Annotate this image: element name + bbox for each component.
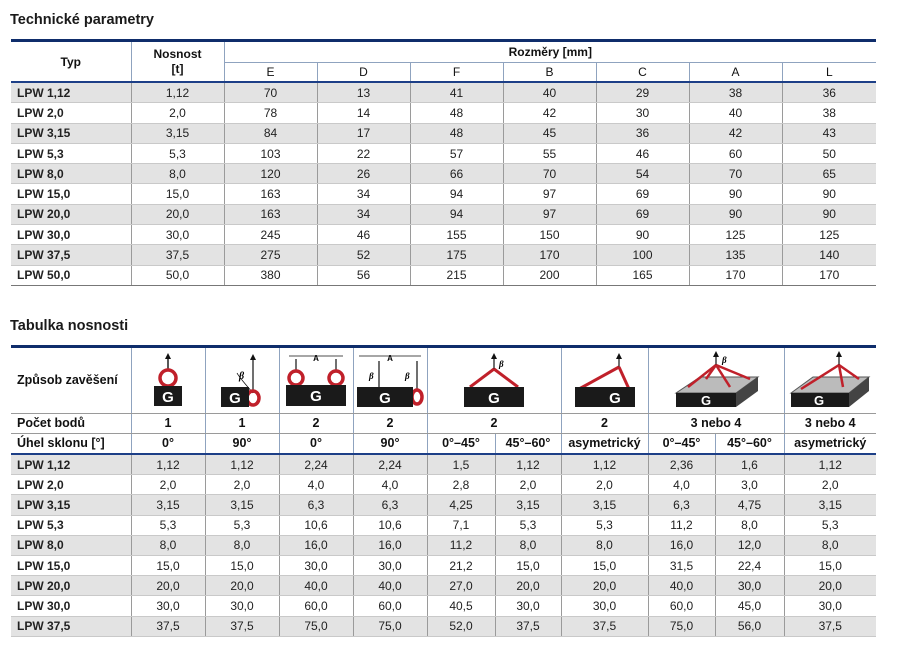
capacity-cell: 1,6 (715, 454, 784, 475)
capacity-cell: 3,0 (715, 475, 784, 495)
capacity-cell: 3,15 (495, 495, 561, 515)
capacity-cell: 5,3 (131, 515, 205, 535)
row-type-cell: LPW 1,12 (11, 82, 131, 103)
svg-text:G: G (814, 392, 825, 408)
capacity-cell: 1,12 (784, 454, 876, 475)
uhel-cell: asymetrický (561, 434, 648, 455)
value-cell: 43 (782, 123, 876, 143)
capacity-cell: 3,15 (784, 495, 876, 515)
value-cell: 100 (596, 245, 689, 265)
capacity-cell: 7,1 (427, 515, 495, 535)
table-row (11, 495, 876, 515)
technical-parameters-table (11, 39, 876, 286)
capacity-cell: 8,0 (715, 515, 784, 535)
row-type-cell: LPW 8,0 (11, 164, 131, 184)
value-cell: 40 (503, 82, 596, 103)
capacity-cell: 52,0 (427, 616, 495, 636)
capacity-cell: 20,0 (205, 576, 279, 596)
col-header-dim: D (317, 63, 410, 83)
value-cell: 215 (410, 265, 503, 285)
g-letter: G (162, 388, 174, 406)
capacity-cell: 2,0 (131, 475, 205, 495)
capacity-cell: 27,0 (427, 576, 495, 596)
value-cell: 155 (410, 225, 503, 245)
two-leg-sling-icon (427, 347, 561, 414)
capacity-cell: 3,15 (561, 495, 648, 515)
capacity-cell: 2,0 (495, 475, 561, 495)
value-cell: 245 (224, 225, 317, 245)
value-cell: 55 (503, 143, 596, 163)
capacity-cell: 8,0 (205, 535, 279, 555)
capacity-cell: 30,0 (205, 596, 279, 616)
value-cell: 170 (689, 265, 782, 285)
col-header-rozmery: Rozměry [mm] (224, 41, 876, 63)
value-cell: 90 (782, 184, 876, 204)
col-header-dim: E (224, 63, 317, 83)
capacity-cell: 37,5 (495, 616, 561, 636)
capacity-cell: 2,24 (279, 454, 353, 475)
capacity-cell: 15,0 (131, 555, 205, 575)
single-angled-lift-icon (205, 347, 279, 414)
uhel-cell: 45°–60° (715, 434, 784, 455)
row-type-cell: LPW 5,3 (11, 515, 131, 535)
capacity-cell: 20,0 (495, 576, 561, 596)
capacity-cell: 5,3 (784, 515, 876, 535)
capacity-cell: 5,3 (561, 515, 648, 535)
load-capacity-table (11, 345, 876, 637)
value-cell: 165 (596, 265, 689, 285)
capacity-cell: 16,0 (648, 535, 715, 555)
row-type-cell: LPW 37,5 (11, 245, 131, 265)
value-cell: 38 (782, 103, 876, 123)
capacity-cell: 75,0 (279, 616, 353, 636)
row-type-cell: LPW 20,0 (11, 204, 131, 224)
label-pocet: Počet bodů (11, 414, 131, 434)
value-cell: 13 (317, 82, 410, 103)
value-cell: 2,0 (131, 103, 224, 123)
value-cell: 90 (689, 184, 782, 204)
value-cell: 65 (782, 164, 876, 184)
capacity-cell: 2,0 (561, 475, 648, 495)
capacity-cell: 8,0 (784, 535, 876, 555)
capacity-cell: 30,0 (353, 555, 427, 575)
table-row (11, 143, 876, 163)
capacity-cell: 30,0 (131, 596, 205, 616)
value-cell: 163 (224, 204, 317, 224)
value-cell: 5,3 (131, 143, 224, 163)
capacity-cell: 37,5 (784, 616, 876, 636)
table-row (11, 596, 876, 616)
value-cell: 42 (689, 123, 782, 143)
table-row (11, 535, 876, 555)
value-cell: 1,12 (131, 82, 224, 103)
section-heading-technical: Technické parametry (10, 12, 154, 28)
value-cell: 34 (317, 184, 410, 204)
value-cell: 38 (689, 82, 782, 103)
row-type-cell: LPW 5,3 (11, 143, 131, 163)
value-cell: 150 (503, 225, 596, 245)
value-cell: 140 (782, 245, 876, 265)
row-type-cell: LPW 15,0 (11, 184, 131, 204)
two-leg-asymmetric-sling-icon (561, 347, 648, 414)
value-cell: 22 (317, 143, 410, 163)
value-cell: 17 (317, 123, 410, 143)
capacity-cell: 10,6 (353, 515, 427, 535)
row-type-cell: LPW 50,0 (11, 265, 131, 285)
value-cell: 30,0 (131, 225, 224, 245)
value-cell: 90 (689, 204, 782, 224)
section-heading-capacity: Tabulka nosnosti (10, 318, 129, 334)
svg-text:G: G (310, 387, 322, 405)
capacity-cell: 30,0 (279, 555, 353, 575)
capacity-cell: 11,2 (427, 535, 495, 555)
label-zpusob: Způsob zavěšení (11, 347, 131, 414)
table-row (11, 204, 876, 224)
table-row (11, 225, 876, 245)
value-cell: 48 (410, 123, 503, 143)
capacity-cell: 37,5 (131, 616, 205, 636)
capacity-cell: 22,4 (715, 555, 784, 575)
table-row (11, 245, 876, 265)
value-cell: 3,15 (131, 123, 224, 143)
value-cell: 70 (224, 82, 317, 103)
table-row (11, 515, 876, 535)
value-cell: 37,5 (131, 245, 224, 265)
capacity-cell: 30,0 (561, 596, 648, 616)
uhel-cell: 45°–60° (495, 434, 561, 455)
uhel-cell: 0°–45° (648, 434, 715, 455)
col-header-dim: C (596, 63, 689, 83)
capacity-cell: 15,0 (784, 555, 876, 575)
row-type-cell: LPW 2,0 (11, 103, 131, 123)
capacity-cell: 8,0 (131, 535, 205, 555)
col-header-dim: A (689, 63, 782, 83)
capacity-cell: 1,12 (131, 454, 205, 475)
svg-text:G: G (229, 389, 241, 407)
capacity-cell: 60,0 (353, 596, 427, 616)
value-cell: 66 (410, 164, 503, 184)
value-cell: 60 (689, 143, 782, 163)
capacity-cell: 75,0 (648, 616, 715, 636)
capacity-cell: 40,5 (427, 596, 495, 616)
value-cell: 78 (224, 103, 317, 123)
value-cell: 163 (224, 184, 317, 204)
capacity-cell: 1,12 (561, 454, 648, 475)
value-cell: 90 (782, 204, 876, 224)
value-cell: 94 (410, 184, 503, 204)
capacity-cell: 1,5 (427, 454, 495, 475)
row-type-cell: LPW 3,15 (11, 123, 131, 143)
table-row (11, 475, 876, 495)
capacity-cell: 31,5 (648, 555, 715, 575)
capacity-cell: 5,3 (205, 515, 279, 535)
capacity-cell: 2,36 (648, 454, 715, 475)
value-cell: 175 (410, 245, 503, 265)
capacity-cell: 40,0 (353, 576, 427, 596)
capacity-cell: 4,25 (427, 495, 495, 515)
svg-text:β: β (239, 370, 245, 382)
svg-text:G: G (379, 389, 391, 407)
value-cell: 275 (224, 245, 317, 265)
uhel-cell: asymetrický (784, 434, 876, 455)
capacity-cell: 16,0 (279, 535, 353, 555)
table-row (11, 123, 876, 143)
capacity-cell: 4,0 (279, 475, 353, 495)
value-cell: 69 (596, 184, 689, 204)
table-row (11, 164, 876, 184)
row-type-cell: LPW 20,0 (11, 576, 131, 596)
table-row (11, 576, 876, 596)
capacity-cell: 56,0 (715, 616, 784, 636)
table-row (11, 184, 876, 204)
value-cell: 125 (689, 225, 782, 245)
value-cell: 69 (596, 204, 689, 224)
pocet-cell: 1 (131, 414, 205, 434)
value-cell: 380 (224, 265, 317, 285)
capacity-cell: 6,3 (353, 495, 427, 515)
capacity-cell: 5,3 (495, 515, 561, 535)
value-cell: 70 (689, 164, 782, 184)
value-cell: 70 (503, 164, 596, 184)
double-angled-lift-icon (353, 347, 427, 414)
svg-text:β: β (405, 370, 410, 381)
pocet-cell: 3 nebo 4 (784, 414, 876, 434)
capacity-cell: 2,24 (353, 454, 427, 475)
svg-text:A: A (387, 353, 393, 363)
row-type-cell: LPW 8,0 (11, 535, 131, 555)
capacity-cell: 20,0 (561, 576, 648, 596)
capacity-cell: 30,0 (784, 596, 876, 616)
capacity-cell: 1,12 (205, 454, 279, 475)
value-cell: 170 (503, 245, 596, 265)
value-cell: 84 (224, 123, 317, 143)
svg-text:G: G (700, 392, 712, 408)
svg-text:β: β (499, 358, 504, 369)
capacity-cell: 30,0 (495, 596, 561, 616)
svg-text:G: G (488, 389, 500, 407)
single-vertical-lift-icon (131, 347, 205, 414)
value-cell: 50 (782, 143, 876, 163)
value-cell: 46 (596, 143, 689, 163)
capacity-cell: 4,0 (353, 475, 427, 495)
value-cell: 42 (503, 103, 596, 123)
capacity-cell: 8,0 (561, 535, 648, 555)
capacity-cell: 4,75 (715, 495, 784, 515)
capacity-cell: 4,0 (648, 475, 715, 495)
col-header-dim: L (782, 63, 876, 83)
row-type-cell: LPW 2,0 (11, 475, 131, 495)
label-uhel: Úhel sklonu [°] (11, 434, 131, 455)
nosnost-unit: [t] (171, 61, 184, 76)
capacity-cell: 1,12 (495, 454, 561, 475)
value-cell: 97 (503, 204, 596, 224)
uhel-cell: 90° (205, 434, 279, 455)
capacity-cell: 3,15 (205, 495, 279, 515)
capacity-cell: 60,0 (648, 596, 715, 616)
pocet-cell: 2 (279, 414, 353, 434)
capacity-cell: 45,0 (715, 596, 784, 616)
table-row (11, 103, 876, 123)
table-row (11, 616, 876, 636)
capacity-cell: 60,0 (279, 596, 353, 616)
capacity-cell: 21,2 (427, 555, 495, 575)
capacity-cell: 40,0 (648, 576, 715, 596)
pocet-cell: 2 (427, 414, 561, 434)
uhel-cell: 0° (131, 434, 205, 455)
capacity-cell: 6,3 (648, 495, 715, 515)
value-cell: 120 (224, 164, 317, 184)
row-type-cell: LPW 1,12 (11, 454, 131, 475)
pocet-cell: 3 nebo 4 (648, 414, 784, 434)
table-row (11, 265, 876, 285)
value-cell: 8,0 (131, 164, 224, 184)
capacity-cell: 37,5 (561, 616, 648, 636)
svg-text:A: A (313, 353, 319, 363)
value-cell: 14 (317, 103, 410, 123)
value-cell: 103 (224, 143, 317, 163)
nosnost-label: Nosnost (153, 46, 202, 61)
row-type-cell: LPW 30,0 (11, 596, 131, 616)
multi-leg-sling-icon (648, 347, 784, 414)
value-cell: 125 (782, 225, 876, 245)
capacity-cell: 11,2 (648, 515, 715, 535)
value-cell: 41 (410, 82, 503, 103)
svg-text:β: β (722, 354, 727, 365)
value-cell: 46 (317, 225, 410, 245)
table-row (11, 82, 876, 103)
capacity-cell: 40,0 (279, 576, 353, 596)
svg-text:β: β (369, 370, 374, 381)
capacity-cell: 6,3 (279, 495, 353, 515)
value-cell: 29 (596, 82, 689, 103)
col-header-typ: Typ (11, 41, 131, 83)
value-cell: 15,0 (131, 184, 224, 204)
value-cell: 57 (410, 143, 503, 163)
row-type-cell: LPW 3,15 (11, 495, 131, 515)
value-cell: 20,0 (131, 204, 224, 224)
value-cell: 40 (689, 103, 782, 123)
capacity-cell: 12,0 (715, 535, 784, 555)
capacity-cell: 20,0 (784, 576, 876, 596)
col-header-dim: B (503, 63, 596, 83)
value-cell: 48 (410, 103, 503, 123)
uhel-cell: 0°–45° (427, 434, 495, 455)
value-cell: 34 (317, 204, 410, 224)
pocet-cell: 2 (353, 414, 427, 434)
value-cell: 36 (596, 123, 689, 143)
table-row (11, 454, 876, 475)
svg-text:G: G (608, 389, 621, 407)
uhel-cell: 0° (279, 434, 353, 455)
capacity-cell: 2,8 (427, 475, 495, 495)
value-cell: 94 (410, 204, 503, 224)
capacity-cell: 8,0 (495, 535, 561, 555)
capacity-cell: 3,15 (131, 495, 205, 515)
capacity-cell: 10,6 (279, 515, 353, 535)
value-cell: 50,0 (131, 265, 224, 285)
value-cell: 90 (596, 225, 689, 245)
col-header-dim: F (410, 63, 503, 83)
value-cell: 170 (782, 265, 876, 285)
capacity-cell: 30,0 (715, 576, 784, 596)
value-cell: 54 (596, 164, 689, 184)
value-cell: 200 (503, 265, 596, 285)
capacity-cell: 20,0 (131, 576, 205, 596)
pocet-cell: 1 (205, 414, 279, 434)
value-cell: 56 (317, 265, 410, 285)
capacity-cell: 15,0 (561, 555, 648, 575)
value-cell: 52 (317, 245, 410, 265)
pocet-cell: 2 (561, 414, 648, 434)
table-row (11, 555, 876, 575)
multi-leg-asymmetric-sling-icon (784, 347, 876, 414)
capacity-cell: 15,0 (495, 555, 561, 575)
row-type-cell: LPW 30,0 (11, 225, 131, 245)
capacity-cell: 16,0 (353, 535, 427, 555)
value-cell: 30 (596, 103, 689, 123)
capacity-cell: 2,0 (205, 475, 279, 495)
row-type-cell: LPW 37,5 (11, 616, 131, 636)
value-cell: 45 (503, 123, 596, 143)
row-type-cell: LPW 15,0 (11, 555, 131, 575)
double-vertical-lift-icon (279, 347, 353, 414)
value-cell: 135 (689, 245, 782, 265)
uhel-cell: 90° (353, 434, 427, 455)
col-header-nosnost (131, 41, 224, 83)
capacity-cell: 37,5 (205, 616, 279, 636)
value-cell: 26 (317, 164, 410, 184)
capacity-cell: 75,0 (353, 616, 427, 636)
value-cell: 97 (503, 184, 596, 204)
value-cell: 36 (782, 82, 876, 103)
capacity-cell: 15,0 (205, 555, 279, 575)
capacity-cell: 2,0 (784, 475, 876, 495)
